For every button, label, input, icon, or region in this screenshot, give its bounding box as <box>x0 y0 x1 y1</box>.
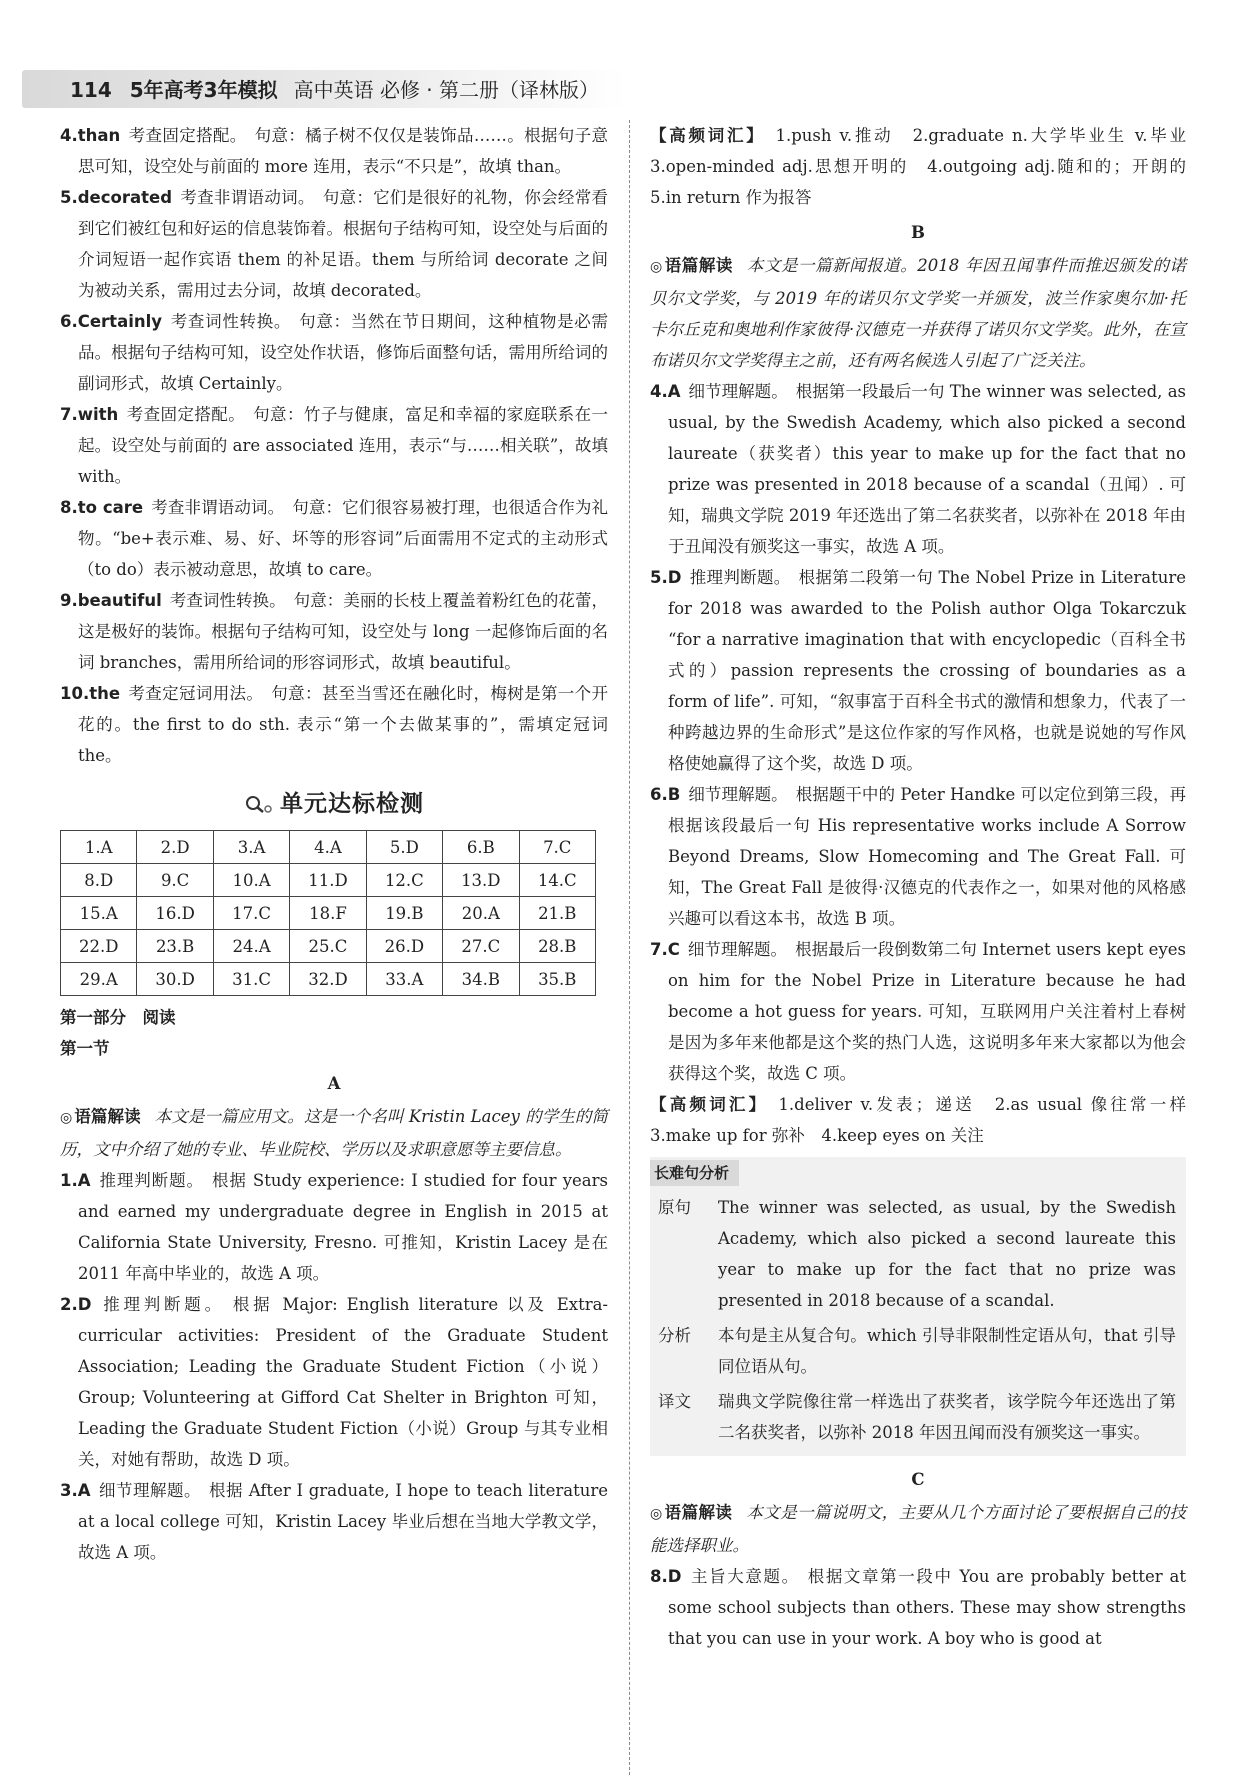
right-column <box>650 120 1203 1654</box>
answer-key-cell: 27.C <box>443 930 519 963</box>
answer-item: 4.A 细节理解题。 根据第一段最后一句 The winner was selected, as usual, by the Swedish Academy, which also picked a second laureate（获奖者）this year to make up for the fact that no prize was presented in 2018 because of a scandal（丑闻）. 可知，瑞典文学院 2019 年还选出了第二名获奖者，以弥补在 2018 年由于丑闻没有颁奖这一事实，故选 A 项。 <box>650 382 1186 556</box>
analysis-title: 长难句分析 <box>650 1160 739 1186</box>
answer-key-cell: 20.A <box>443 897 519 930</box>
passage-summary: ◎ 语篇解读 本文是一篇说明文，主要从几个方面讨论了要根据自己的技能选择职业。 <box>650 1503 1187 1555</box>
answer-key-cell: 23.B <box>137 930 213 963</box>
answer-key-cell: 6.B <box>443 831 519 864</box>
answer-key-cell: 15.A <box>61 897 137 930</box>
answer-key-cell: 26.D <box>366 930 442 963</box>
answer-key-cell: 2.D <box>137 831 213 864</box>
unit-test-title: 单元达标检测 <box>60 789 608 820</box>
analysis-row: 原句 The winner was selected, as usual, by the Swedish Academy, which also picked a second laureate this year to make up for the fact that no prize was presented in 2018 because of a scandal. <box>658 1198 1176 1310</box>
answer-key-cell: 8.D <box>61 864 137 897</box>
answer-key-row <box>61 963 596 996</box>
answer-key-row <box>61 831 596 864</box>
answer-key-cell: 32.D <box>290 963 366 996</box>
passage-letter: B <box>911 223 925 242</box>
answer-key-row <box>61 864 596 897</box>
answer-key-cell: 34.B <box>443 963 519 996</box>
answer-key-cell: 19.B <box>366 897 442 930</box>
answer-item: 9.beautiful 考查词性转换。 句意：美丽的长枝上覆盖着粉红色的花蕾，这是极好的装饰。根据句子结构可知，设空处与 long 一起修饰后面的名词 branches，需用所给词的形容词形式，故填 beautiful。 <box>60 591 609 672</box>
answer-key-cell: 7.C <box>519 831 595 864</box>
analysis-row: 译文 瑞典文学院像往常一样选出了获奖者，该学院今年还选出了第二名获奖者，以弥补 2018 年因丑闻而没有颁奖这一事实。 <box>658 1392 1176 1442</box>
answer-item: 7.C 细节理解题。 根据最后一段倒数第二句 Internet users kept eyes on him for the Nobel Prize in Literature because he had become a hot guess for years. 可知，互联网用户关注着村上春树是因为多年来他都是这个奖的热门人选，这说明多年来大家都以为他会获得这个奖，故选 C 项。 <box>650 940 1187 1083</box>
answer-key-cell: 9.C <box>137 864 213 897</box>
answer-key-cell: 14.C <box>519 864 595 897</box>
analysis-row: 分析 本句是主从复合句。which 引导非限制性定语从句，that 引导同位语从句。 <box>658 1326 1176 1376</box>
answer-key-cell: 21.B <box>519 897 595 930</box>
answer-key-cell: 31.C <box>213 963 289 996</box>
circle-icon: ◎ <box>650 259 663 275</box>
column-divider <box>629 120 630 1775</box>
answer-key-cell: 16.D <box>137 897 213 930</box>
answer-item: 2.D 推理判断题。 根据 Major: English literature 以及 Extra-curricular activities: President of the Graduate Student Association; Leading the Graduate Student Fiction（小说）Group; Volunteering at Gifford Cat Shelter in Brighton 可知，Leading the Graduate Student Fiction（小说）Group 与其专业相关，对她有帮助，故选 D 项。 <box>60 1295 609 1469</box>
answer-key-table <box>60 830 596 996</box>
answer-key-cell: 10.A <box>213 864 289 897</box>
answer-key-cell: 18.F <box>290 897 366 930</box>
answer-item: 3.A 细节理解题。 根据 After I graduate, I hope to teach literature at a local college 可知，Kristin Lacey 毕业后想在当地大学教文学，故选 A 项。 <box>60 1481 609 1562</box>
answer-key-cell: 22.D <box>61 930 137 963</box>
answer-key-cell: 24.A <box>213 930 289 963</box>
part-title: 第一部分 阅读 <box>60 1008 176 1027</box>
book-subtitle: 高中英语 必修 · 第二册（译林版） <box>293 78 600 102</box>
answer-key-row <box>61 897 596 930</box>
circle-icon: ◎ <box>650 1506 663 1522</box>
answer-item: 6.B 细节理解题。 根据题干中的 Peter Handke 可以定位到第三段，再根据该段最后一句 His representative works include A Sorrow Beyond Dreams, Slow Homecoming and The Great Fall. 可知，The Great Fall 是彼得·汉德克的代表作之一，如果对他的风格感兴趣可以看这本书，故选 B 项。 <box>650 785 1187 928</box>
answer-key-cell: 3.A <box>213 831 289 864</box>
answer-key-cell: 1.A <box>61 831 137 864</box>
answer-item: 6.Certainly 考查词性转换。 句意：当然在节日期间，这种植物是必需品。根据句子结构可知，设空处作状语，修饰后面整句话，需用所给词的副词形式，故填 Certainly。 <box>60 312 609 393</box>
answer-key-cell: 25.C <box>290 930 366 963</box>
answer-key-row <box>61 930 596 963</box>
passage-letter: C <box>911 1470 925 1489</box>
answer-key-cell: 28.B <box>519 930 595 963</box>
answer-key-cell: 13.D <box>443 864 519 897</box>
answer-key-cell: 30.D <box>137 963 213 996</box>
vocab-box: 【高频词汇】 1.deliver v.发表；递送 2.as usual 像往常一样 3.make up for 弥补 4.keep eyes on 关注 <box>650 1095 1203 1145</box>
answer-key-cell: 17.C <box>213 897 289 930</box>
answer-item: 8.D 主旨大意题。 根据文章第一段中 You are probably better at some school subjects than others. These may show strengths that you can use in your work. A boy who is good at <box>650 1567 1187 1648</box>
answer-item: 1.A 推理判断题。 根据 Study experience: I studied for four years and earned my undergraduate degree in English in 2015 at California State University, Fresno. 可推知，Kristin Lacey 是在 2011 年高中毕业的，故选 A 项。 <box>60 1171 609 1283</box>
passage-summary: ◎ 语篇解读 本文是一篇新闻报道。2018 年因丑闻事件而推迟颁发的诺贝尔文学奖，与 2019 年的诺贝尔文学奖一并颁发，波兰作家奥尔加·托卡尔丘克和奥地利作家彼得·汉德克一并获得了诺贝尔文学奖。此外，在宣布诺贝尔文学奖得主之前，还有两名候选人引起了广泛关注。 <box>650 256 1187 370</box>
answer-item: 5.D 推理判断题。 根据第二段第一句 The Nobel Prize in Literature for 2018 was awarded to the Polish author Olga Tokarczuk “for a narrative imagination that with encyclopedic（百科全书式的）passion represents the crossing of boundaries as a form of life”. 可知，“叙事富于百科全书式的激情和想象力，代表了一种跨越边界的生命形式”是这位作家的写作风格，也就是说她的写作风格使她赢得了这个奖，故选 D 项。 <box>650 568 1186 773</box>
magnifier-icon <box>244 794 274 814</box>
passage-summary: ◎ 语篇解读 本文是一篇应用文。这是一个名叫 Kristin Lacey 的学生的简历，文中介绍了她的专业、毕业院校、学历以及求职意愿等主要信息。 <box>60 1107 608 1159</box>
section-title: 第一节 <box>60 1039 110 1058</box>
answer-key-cell: 11.D <box>290 864 366 897</box>
answer-key-cell: 35.B <box>519 963 595 996</box>
passage-letter: A <box>327 1074 341 1093</box>
left-column <box>60 120 608 1568</box>
book-title: 5年高考3年模拟 <box>129 78 278 102</box>
circle-icon: ◎ <box>60 1110 73 1126</box>
answer-key-cell: 29.A <box>61 963 137 996</box>
vocab-box: 【高频词汇】 1.push v.推动 2.graduate n.大学毕业生 v.毕业 3.open-minded adj.思想开明的 4.outgoing adj.随和的；开朗的 5.in return 作为报答 <box>650 126 1203 207</box>
page-header <box>70 74 599 103</box>
answer-key-cell: 4.A <box>290 831 366 864</box>
answer-key-cell: 12.C <box>366 864 442 897</box>
answer-item: 4.than 考查固定搭配。 句意：橘子树不仅仅是装饰品……。根据句子意思可知，设空处与前面的 more 连用，表示“不只是”，故填 than。 <box>60 126 609 176</box>
answer-item: 5.decorated 考查非谓语动词。 句意：它们是很好的礼物，你会经常看到它们被红包和好运的信息装饰着。根据句子结构可知，设空处与后面的介词短语一起作宾语 them 的补足语。them 与所给词 decorate 之间为被动关系，需用过去分词，故填 decorated。 <box>60 188 609 300</box>
answer-item: 8.to care 考查非谓语动词。 句意：它们很容易被打理，也很适合作为礼物。“be+表示难、易、好、坏等的形容词”后面需用不定式的主动形式（to do）表示被动意思，故填 to care。 <box>60 498 609 579</box>
answer-item: 7.with 考查固定搭配。 句意：竹子与健康，富足和幸福的家庭联系在一起。设空处与前面的 are associated 连用，表示“与……相关联”，故填 with。 <box>60 405 608 486</box>
answer-key-cell: 5.D <box>366 831 442 864</box>
sentence-analysis-box <box>650 1157 1186 1456</box>
answer-key-cell: 33.A <box>366 963 442 996</box>
answer-item: 10.the 考查定冠词用法。 句意：甚至当雪还在融化时，梅树是第一个开花的。the first to do sth. 表示“第一个去做某事的”，需填定冠词 the。 <box>60 684 609 765</box>
page-number: 114 <box>70 78 112 102</box>
